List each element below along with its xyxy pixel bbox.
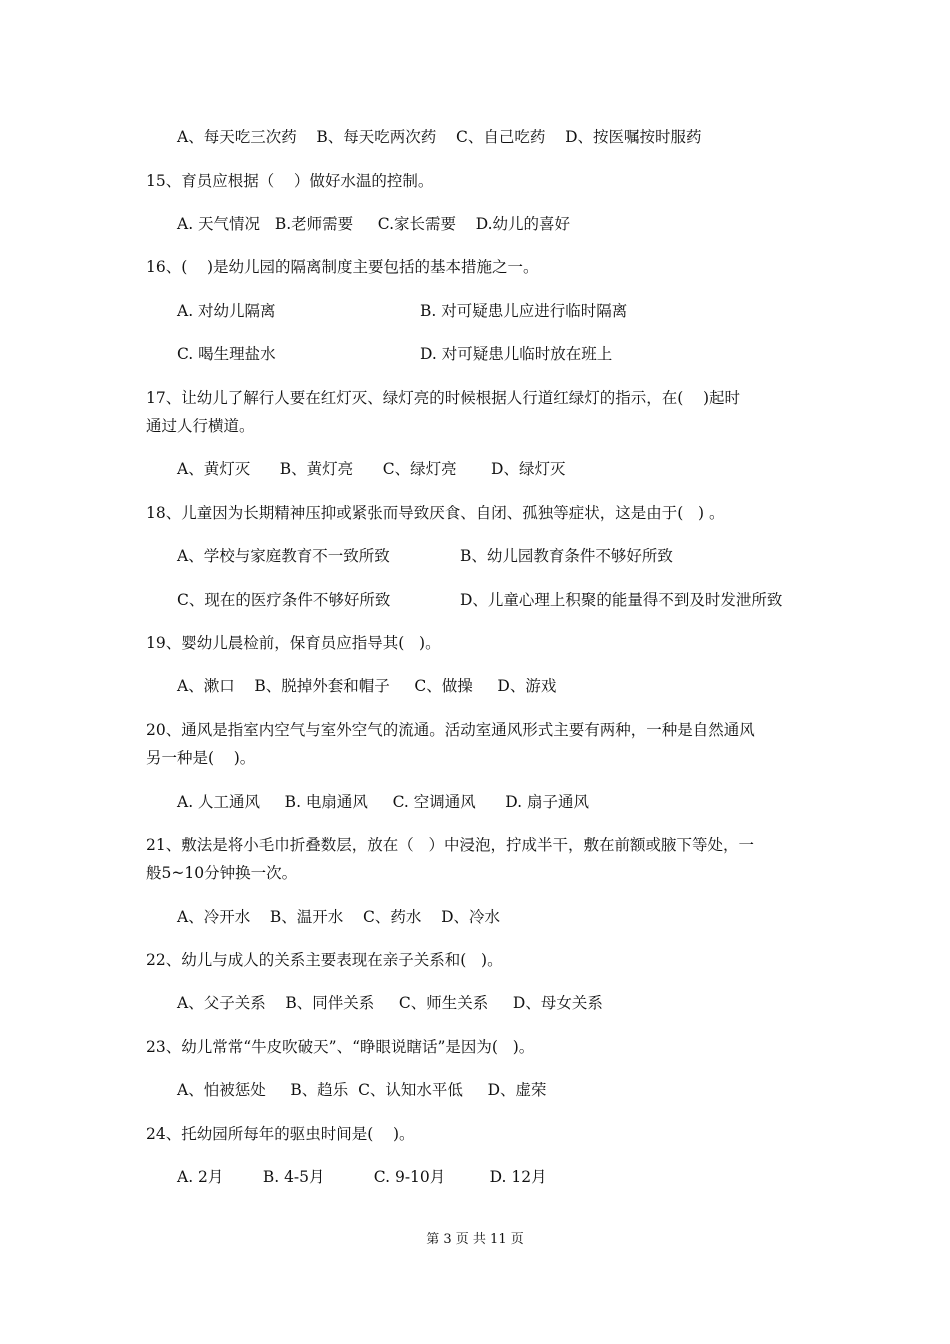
- options-line-17: A、黄灯灭 B、黄灯亮 C、绿灯亮 D、绿灯灭: [177, 460, 566, 478]
- question-21-stem-cont: 般5~10分钟换一次。: [146, 864, 298, 882]
- option-18-c: C、现在的医疗条件不够好所致: [177, 591, 391, 609]
- question-22-stem: 22、幼儿与成人的关系主要表现在亲子关系和( )。: [146, 951, 503, 969]
- option-16-d: D. 对可疑患儿临时放在班上: [420, 345, 613, 363]
- options-line-19: A、漱口 B、脱掉外套和帽子 C、做操 D、游戏: [177, 677, 557, 695]
- page-footer: 第 3 页 共 11 页: [426, 1232, 524, 1247]
- options-line-15: A. 天气情况 B.老师需要 C.家长需要 D.幼儿的喜好: [177, 215, 571, 233]
- options-line-21: A、冷开水 B、温开水 C、药水 D、冷水: [177, 908, 500, 926]
- option-18-b: B、幼儿园教育条件不够好所致: [460, 547, 673, 565]
- question-16-stem: 16、( )是幼儿园的隔离制度主要包括的基本措施之一。: [146, 258, 539, 276]
- option-16-c: C. 喝生理盐水: [177, 345, 276, 363]
- question-20-stem-cont: 另一种是( )。: [146, 749, 256, 767]
- option-18-a: A、学校与家庭教育不一致所致: [177, 547, 390, 565]
- options-line-14: A、每天吃三次药 B、每天吃两次药 C、自己吃药 D、按医嘱按时服药: [177, 128, 702, 146]
- question-21-stem: 21、敷法是将小毛巾折叠数层，放在（ ）中浸泡，拧成半干，敷在前额或腋下等处，一: [146, 836, 755, 854]
- options-line-22: A、父子关系 B、同伴关系 C、师生关系 D、母女关系: [177, 994, 603, 1012]
- options-line-24: A. 2月 B. 4-5月 C. 9-10月 D. 12月: [177, 1168, 547, 1186]
- option-18-d: D、儿童心理上积聚的能量得不到及时发泄所致: [460, 591, 783, 609]
- question-17-stem-cont: 通过人行横道。: [146, 417, 255, 435]
- question-20-stem: 20、通风是指室内空气与室外空气的流通。活动室通风形式主要有两种，一种是自然通风: [146, 721, 755, 739]
- options-line-20: A. 人工通风 B. 电扇通风 C. 空调通风 D. 扇子通风: [177, 793, 590, 811]
- options-line-23: A、怕被惩处 B、趋乐 C、认知水平低 D、虚荣: [177, 1081, 547, 1099]
- question-19-stem: 19、婴幼儿晨检前，保育员应指导其( )。: [146, 634, 441, 652]
- option-16-b: B. 对可疑患儿应进行临时隔离: [420, 302, 628, 320]
- question-23-stem: 23、幼儿常常“牛皮吹破天”、“睁眼说瞎话”是因为( )。: [146, 1038, 535, 1056]
- question-18-stem: 18、儿童因为长期精神压抑或紧张而导致厌食、自闭、孤独等症状，这是由于( ) 。: [146, 504, 725, 522]
- question-24-stem: 24、托幼园所每年的驱虫时间是( )。: [146, 1125, 415, 1143]
- option-16-a: A. 对幼儿隔离: [177, 302, 276, 320]
- question-17-stem: 17、让幼儿了解行人要在红灯灭、绿灯亮的时候根据人行道红绿灯的指示，在( )起时: [146, 389, 741, 407]
- question-15-stem: 15、育员应根据（ ）做好水温的控制。: [146, 172, 434, 190]
